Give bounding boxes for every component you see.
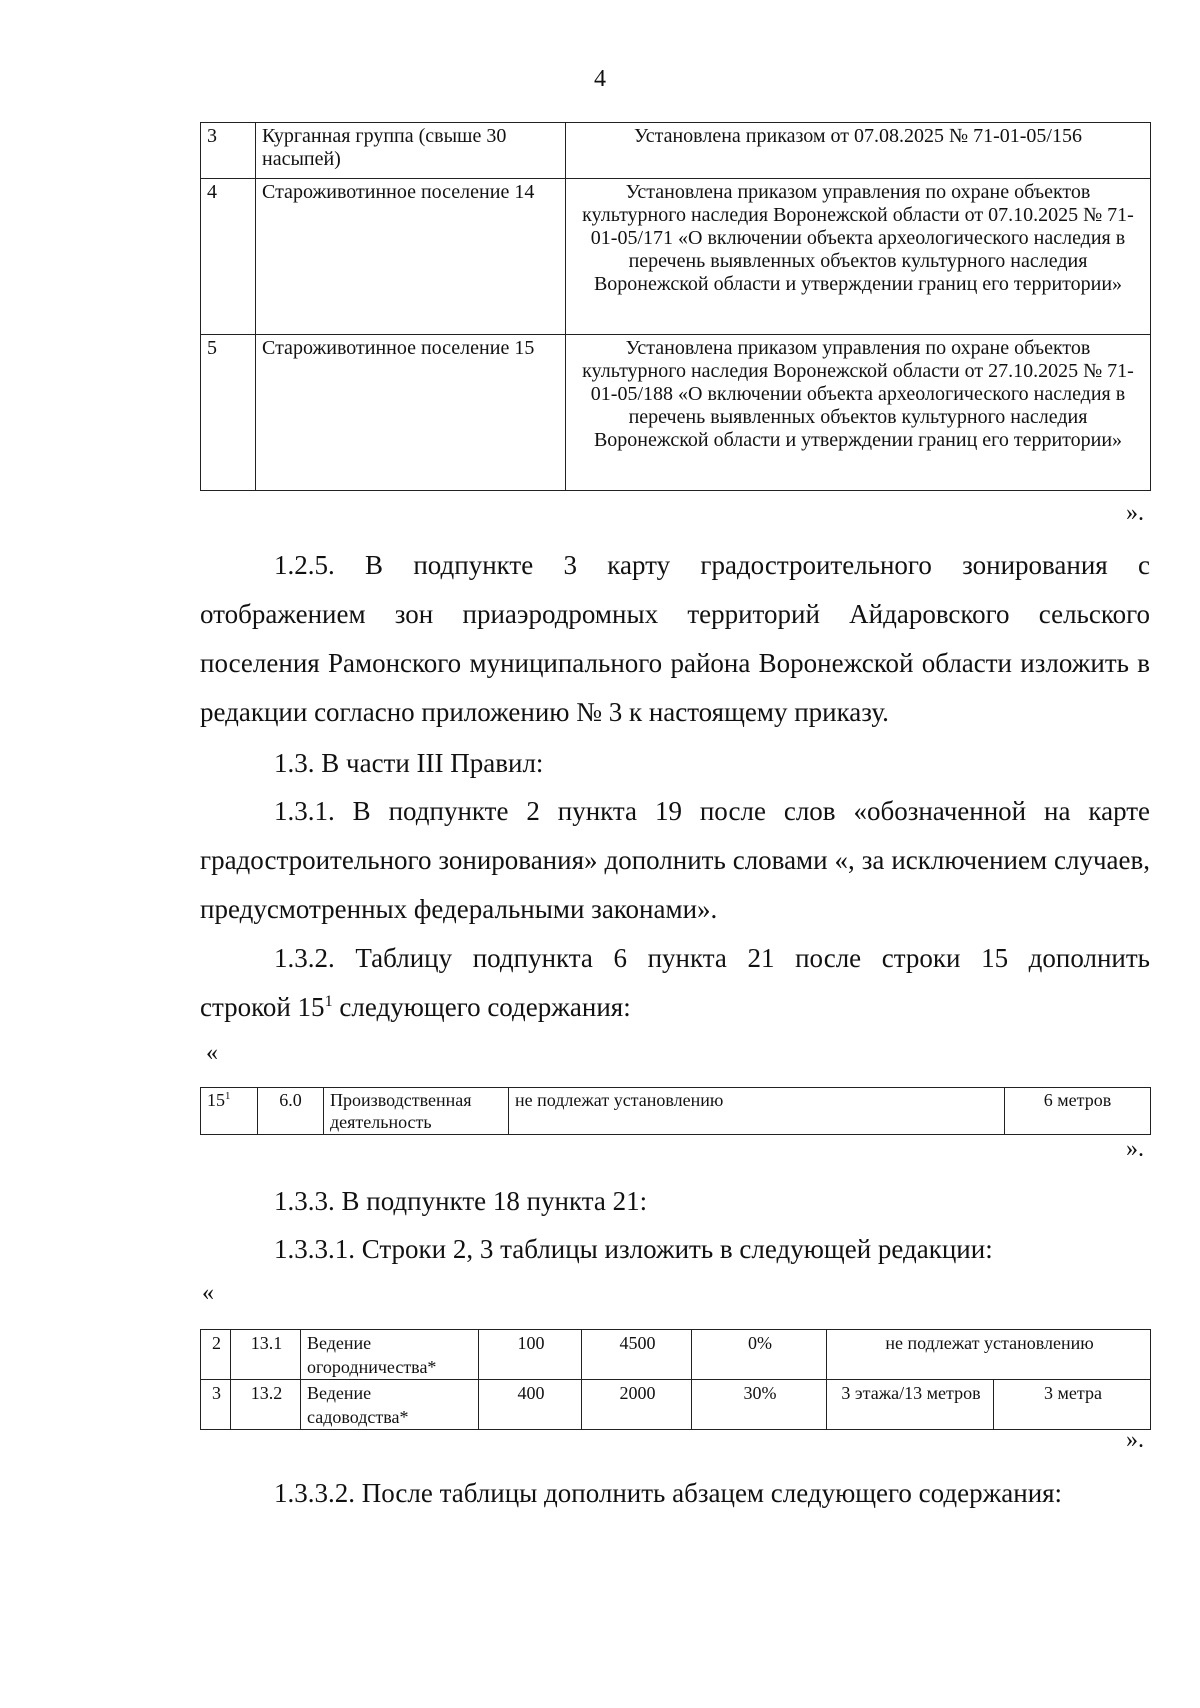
table-row (201, 179, 1151, 335)
opening-quote: « (202, 1280, 214, 1306)
paragraph-text: 1.2.5. В подпункте 3 карту градостроительного зонирования с отображением зон приаэродромных территорий Айдаровского сельского поселения Рамонского муниципального района Воронежской области изложить в редакции согласно приложению № 3 к настоящему приказу. (200, 550, 1150, 727)
zone-code: 13.2 (231, 1380, 301, 1430)
object-status: Установлена приказом от 07.08.2025 № 71-01-05/156 (566, 123, 1151, 179)
paragraph-line: 1.3.2. Таблицу подпункта 6 пункта 21 после строки 15 дополнить (274, 943, 1150, 973)
closing-quote: ». (1126, 500, 1144, 526)
superscript: 1 (324, 992, 333, 1010)
limits-value: не подлежат установлению (827, 1330, 1151, 1380)
floors-value: 3 этажа/13 метров (827, 1380, 994, 1430)
paragraph-1-3-1 (200, 787, 1150, 934)
paragraph-1-3-2 (200, 934, 1150, 1032)
max-area: 2000 (582, 1380, 692, 1430)
row-number: $15^1$ (201, 1088, 258, 1135)
row-number: 4 (201, 179, 256, 335)
objects-table (200, 122, 1151, 491)
paragraph-1-3-3-2: 1.3.3.2. После таблицы дополнить абзацем следующего содержания: (274, 1478, 1063, 1508)
row-15-1-table (200, 1087, 1151, 1135)
paragraph-text: следующего содержания: (332, 992, 631, 1022)
max-area: 4500 (582, 1330, 692, 1380)
plots-table (200, 1329, 1151, 1430)
row-number: 3 (201, 1380, 231, 1430)
table-row (201, 1330, 1151, 1380)
paragraph-1-3-3: 1.3.3. В подпункте 18 пункта 21: (274, 1186, 648, 1216)
paragraph-1-2-5 (200, 541, 1150, 737)
use-name: Ведение садоводства* (301, 1380, 479, 1430)
min-area: 400 (479, 1380, 582, 1430)
min-area: 100 (479, 1330, 582, 1380)
opening-quote: « (206, 1040, 218, 1066)
table-row (201, 123, 1151, 179)
paragraph-line (200, 992, 631, 1022)
use-name: Ведение огородничества* (301, 1330, 479, 1380)
object-name: Староживотинное поселение 14 (256, 179, 566, 335)
object-status: Установлена приказом управления по охране объектов культурного наследия Воронежской области от 07.10.2025 № 71-01-05/171 «О включении объекта археологического наследия в перечень выявленных объектов культурного наследия Воронежской области и утверждении границ его территории» (566, 179, 1151, 335)
object-name: Староживотинное поселение 15 (256, 335, 566, 491)
paragraph-text: 1.3.1. В подпункте 2 пункта 19 после слов «обозначенной на карте градостроительного зонирования» дополнить словами «, за исключением случаев, предусмотренных федеральными законами». (200, 796, 1150, 924)
parameter-value: не подлежат установлению (509, 1088, 1005, 1135)
paragraph-text: строкой 15 (200, 992, 325, 1022)
closing-quote: ». (1126, 1136, 1144, 1162)
object-name: Курганная группа (свыше 30 насыпей) (256, 123, 566, 179)
zone-code: 13.1 (231, 1330, 301, 1380)
table-row (201, 1088, 1151, 1135)
paragraph-1-3: 1.3. В части III Правил: (274, 748, 544, 778)
zone-code: 6.0 (258, 1088, 324, 1135)
indent-value: 6 метров (1005, 1088, 1151, 1135)
page-number: 4 (594, 66, 606, 92)
build-percent: 30% (692, 1380, 827, 1430)
closing-quote: ». (1126, 1427, 1144, 1453)
build-percent: 0% (692, 1330, 827, 1380)
row-number: 2 (201, 1330, 231, 1380)
object-status: Установлена приказом управления по охране объектов культурного наследия Воронежской области от 27.10.2025 № 71-01-05/188 «О включении объекта археологического наследия в перечень выявленных объектов культурного наследия Воронежской области и утверждении границ его территории» (566, 335, 1151, 491)
table-row (201, 1380, 1151, 1430)
use-name: Производственная деятельность (324, 1088, 509, 1135)
paragraph-1-3-3-1: 1.3.3.1. Строки 2, 3 таблицы изложить в следующей редакции: (274, 1234, 993, 1264)
indent-value: 3 метра (994, 1380, 1151, 1430)
row-number: 3 (201, 123, 256, 179)
row-number: 5 (201, 335, 256, 491)
table-row (201, 335, 1151, 491)
